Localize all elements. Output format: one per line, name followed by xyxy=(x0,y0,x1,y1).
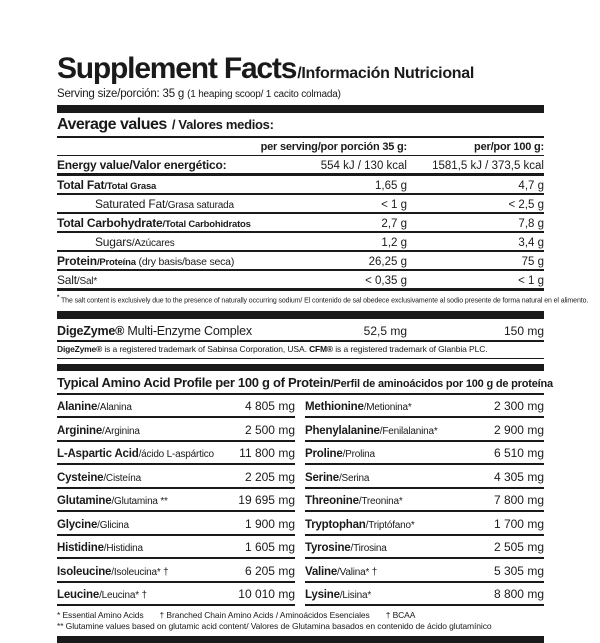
amino-footnote-2: ** Glutamine values based on glutamic acid content/ Valores de Glutamina basados en contenido de ácido glutamínico xyxy=(57,621,492,631)
nutrient-name-en: Total Carbohydrate xyxy=(57,216,163,230)
amino-value: 2 300 mg xyxy=(493,399,544,413)
amino-profile-heading xyxy=(57,371,553,395)
per-serving-value: 26,25 g xyxy=(368,256,407,268)
per-100g-value: < 1 g xyxy=(518,275,544,287)
amino-row-methionine xyxy=(305,395,544,419)
salt-footnote-text: The salt content is exclusively due to the presence of naturally occurring sodium/ El contenido de sal obedece exclusivamente al sodio presente de forma natural en el alimento. xyxy=(59,295,589,305)
salt-footnote xyxy=(57,291,589,309)
digezyme-name-rest: Multi-Enzyme Complex xyxy=(124,323,252,338)
nutrient-name-en: Saturated Fat xyxy=(95,197,166,211)
amino-name-en: Glutamine xyxy=(57,495,112,507)
per-100g-value: 4,7 g xyxy=(518,180,544,192)
nutrient-name-es: /Proteína xyxy=(96,257,136,268)
amino-name-en: Histidine xyxy=(57,542,104,554)
per-serving-value: 2,7 g xyxy=(381,218,407,230)
divider-bar-amino xyxy=(57,364,544,371)
nutrient-name-en: Sugars xyxy=(95,235,132,249)
amino-name-en: Glycine xyxy=(57,518,98,531)
amino-row-valine xyxy=(305,559,544,583)
amino-name-es: /Tirosina xyxy=(350,543,387,554)
amino-value: 6 510 mg xyxy=(493,446,544,460)
amino-name-es: /Treonina* xyxy=(358,496,403,507)
trademark-footnote xyxy=(57,342,544,359)
bcaa-abbr-note: † BCAA xyxy=(385,610,416,620)
per-100g-value: 1581,5 kJ / 373,5 kcal xyxy=(432,160,544,172)
amino-name-es: /Histidina xyxy=(103,543,143,554)
nutrition-row-total-fat xyxy=(57,176,544,195)
amino-row-proline xyxy=(305,442,544,466)
amino-row-glycine xyxy=(57,512,295,536)
nutrition-row-sugars xyxy=(57,233,544,252)
per-serving-value: < 1 g xyxy=(381,199,407,211)
column-headers xyxy=(57,138,544,156)
nutrient-name-extra: (dry basis/base seca) xyxy=(135,256,235,268)
nutrient-name-es: /Grasa saturada xyxy=(165,200,234,211)
trademark-digezyme: DigeZyme® xyxy=(57,343,103,354)
amino-value: 4 305 mg xyxy=(493,469,544,484)
average-values-spanish: / Valores medios: xyxy=(171,117,274,132)
title-english: Supplement Facts xyxy=(57,52,297,85)
amino-name-en: Lysine xyxy=(305,589,340,601)
amino-name-es: /Serina xyxy=(338,472,370,484)
amino-value: 2 900 mg xyxy=(493,422,544,437)
per-100g-header: per/por 100 g: xyxy=(474,141,544,153)
amino-value: 11 800 mg xyxy=(239,446,295,460)
amino-value: 1 700 mg xyxy=(493,516,544,531)
amino-row-isoleucine xyxy=(57,559,295,583)
nutrient-name-en: Total Fat xyxy=(57,178,105,192)
amino-heading-english: Typical Amino Acid Profile per 100 g of Protein xyxy=(57,374,331,390)
amino-column-left xyxy=(57,395,295,607)
amino-name-es: /ácido L-aspártico xyxy=(138,449,214,460)
label-title xyxy=(57,52,544,86)
amino-value: 7 800 mg xyxy=(493,493,544,507)
per-serving-header: per serving/por porción 35 g: xyxy=(260,141,407,153)
amino-row-aspartic-acid xyxy=(57,442,295,466)
amino-row-tyrosine xyxy=(305,536,544,560)
salt-footnote-star: * xyxy=(57,294,60,301)
amino-name-en: Leucine xyxy=(57,589,100,601)
amino-value: 1 605 mg xyxy=(244,540,295,554)
amino-value: 10 010 mg xyxy=(238,587,295,601)
amino-row-phenylalanine xyxy=(305,418,544,442)
trademark-cfm: CFM® xyxy=(309,343,333,354)
amino-name-en: Methionine xyxy=(305,401,364,413)
serving-size-line xyxy=(57,87,544,102)
amino-heading-spanish: /Perfil de aminoácidos por 100 g de proteína xyxy=(330,377,553,390)
amino-value: 8 800 mg xyxy=(493,587,544,601)
nutrition-row-saturated-fat xyxy=(57,195,544,214)
essential-amino-note: * Essential Amino Acids xyxy=(57,610,144,620)
amino-value: 2 505 mg xyxy=(493,540,544,554)
serving-size-text: Serving size/porción: 35 g xyxy=(57,88,185,100)
nutrient-name-es: /Valor energético: xyxy=(129,158,227,172)
per-serving-value: 554 kJ / 130 kcal xyxy=(320,160,407,172)
amino-value: 4 805 mg xyxy=(244,399,295,413)
per-serving-value: < 0,35 g xyxy=(365,275,407,287)
amino-row-arginine xyxy=(57,418,295,442)
amino-name-es: /Glutamina ** xyxy=(111,496,168,507)
amino-name-es: /Arginina xyxy=(102,425,140,437)
amino-name-en: Serine xyxy=(305,471,339,484)
amino-row-lysine xyxy=(305,583,544,607)
nutrition-row-salt xyxy=(57,271,544,291)
digezyme-name-bold: DigeZyme® xyxy=(57,323,125,338)
per-100g-value: 150 mg xyxy=(503,323,544,338)
amino-name-es: /Metionina* xyxy=(363,402,412,413)
per-100g-value: 3,4 g xyxy=(518,237,544,249)
nutrition-row-energy xyxy=(57,156,544,176)
amino-value: 5 305 mg xyxy=(493,563,544,578)
amino-row-histidine xyxy=(57,536,295,560)
amino-value: 1 900 mg xyxy=(244,516,295,531)
amino-name-es: /Valina* † xyxy=(337,566,378,578)
amino-name-es: /Glicina xyxy=(97,519,129,531)
supplement-facts-label xyxy=(57,52,589,643)
amino-name-es: /Cisteína xyxy=(103,472,142,484)
nutrient-name-en: Salt xyxy=(57,273,77,287)
divider-bar-top xyxy=(57,105,544,113)
amino-name-en: L-Aspartic Acid xyxy=(57,448,139,460)
nutrient-name-es: /Sal* xyxy=(76,276,98,287)
amino-name-es: /Fenilalanina* xyxy=(379,425,438,437)
nutrition-row-protein xyxy=(57,252,544,271)
amino-column-right xyxy=(305,395,544,607)
nutrient-name-en: Energy value xyxy=(57,158,130,172)
amino-value: 2 205 mg xyxy=(244,469,295,484)
per-100g-value: 7,8 g xyxy=(518,218,544,230)
amino-name-en: Valine xyxy=(305,565,338,578)
divider-bar-digezyme xyxy=(57,311,544,319)
divider-bar-bottom xyxy=(57,636,544,643)
trademark-text-2: is a registered trademark of Glanbia PLC. xyxy=(332,343,488,354)
title-spanish: /Información Nutricional xyxy=(297,65,475,82)
amino-acid-table xyxy=(57,395,544,607)
amino-row-serine xyxy=(305,465,544,489)
nutrient-name-es: /Azúcares xyxy=(131,238,175,249)
amino-value: 2 500 mg xyxy=(244,422,295,437)
amino-row-cysteine xyxy=(57,465,295,489)
nutrient-name-es: /Total Grasa xyxy=(104,181,157,192)
serving-size-note: (1 heaping scoop/ 1 cacito colmada) xyxy=(187,89,341,100)
nutrient-name-en: Protein xyxy=(57,254,97,268)
amino-name-es: /Alanina xyxy=(97,402,132,413)
per-serving-value: 52,5 mg xyxy=(363,323,407,338)
nutrition-row-carbohydrate xyxy=(57,214,544,233)
amino-name-es: /Leucina* † xyxy=(99,590,147,601)
per-100g-value: < 2,5 g xyxy=(508,199,544,211)
amino-value: 6 205 mg xyxy=(244,563,295,578)
amino-row-tryptophan xyxy=(305,512,544,536)
amino-row-threonine xyxy=(305,489,544,513)
amino-name-en: Proline xyxy=(305,448,343,460)
amino-name-es: /Lisina* xyxy=(339,590,372,601)
amino-row-alanine xyxy=(57,395,295,419)
amino-name-en: Alanine xyxy=(57,401,98,413)
amino-name-en: Arginine xyxy=(57,424,103,437)
amino-name-en: Tryptophan xyxy=(305,518,366,531)
amino-name-en: Isoleucine xyxy=(57,565,112,578)
amino-name-es: /Triptófano* xyxy=(365,519,415,531)
average-values-english: Average values xyxy=(57,116,167,133)
amino-row-leucine xyxy=(57,583,295,607)
nutrient-name-es: /Total Carbohidratos xyxy=(162,219,251,230)
bcaa-note: † Branched Chain Amino Acids / Aminoácidos Esenciales xyxy=(159,610,370,620)
amino-name-en: Tyrosine xyxy=(305,542,351,554)
amino-name-en: Threonine xyxy=(305,495,359,507)
amino-row-glutamine xyxy=(57,489,295,513)
per-100g-value: 75 g xyxy=(521,256,544,268)
amino-name-en: Cysteine xyxy=(57,471,104,484)
digezyme-row xyxy=(57,321,544,342)
amino-footnote-1 xyxy=(57,610,544,621)
amino-name-en: Phenylalanine xyxy=(305,424,380,437)
per-serving-value: 1,65 g xyxy=(375,180,407,192)
amino-name-es: /Prolina xyxy=(342,449,375,460)
amino-value: 19 695 mg xyxy=(238,493,295,507)
average-values-heading xyxy=(57,113,544,138)
amino-name-es: /Isoleucina* † xyxy=(111,566,169,578)
per-serving-value: 1,2 g xyxy=(381,237,407,249)
trademark-text-1: is a registered trademark of Sabinsa Corporation, USA. xyxy=(102,343,310,354)
